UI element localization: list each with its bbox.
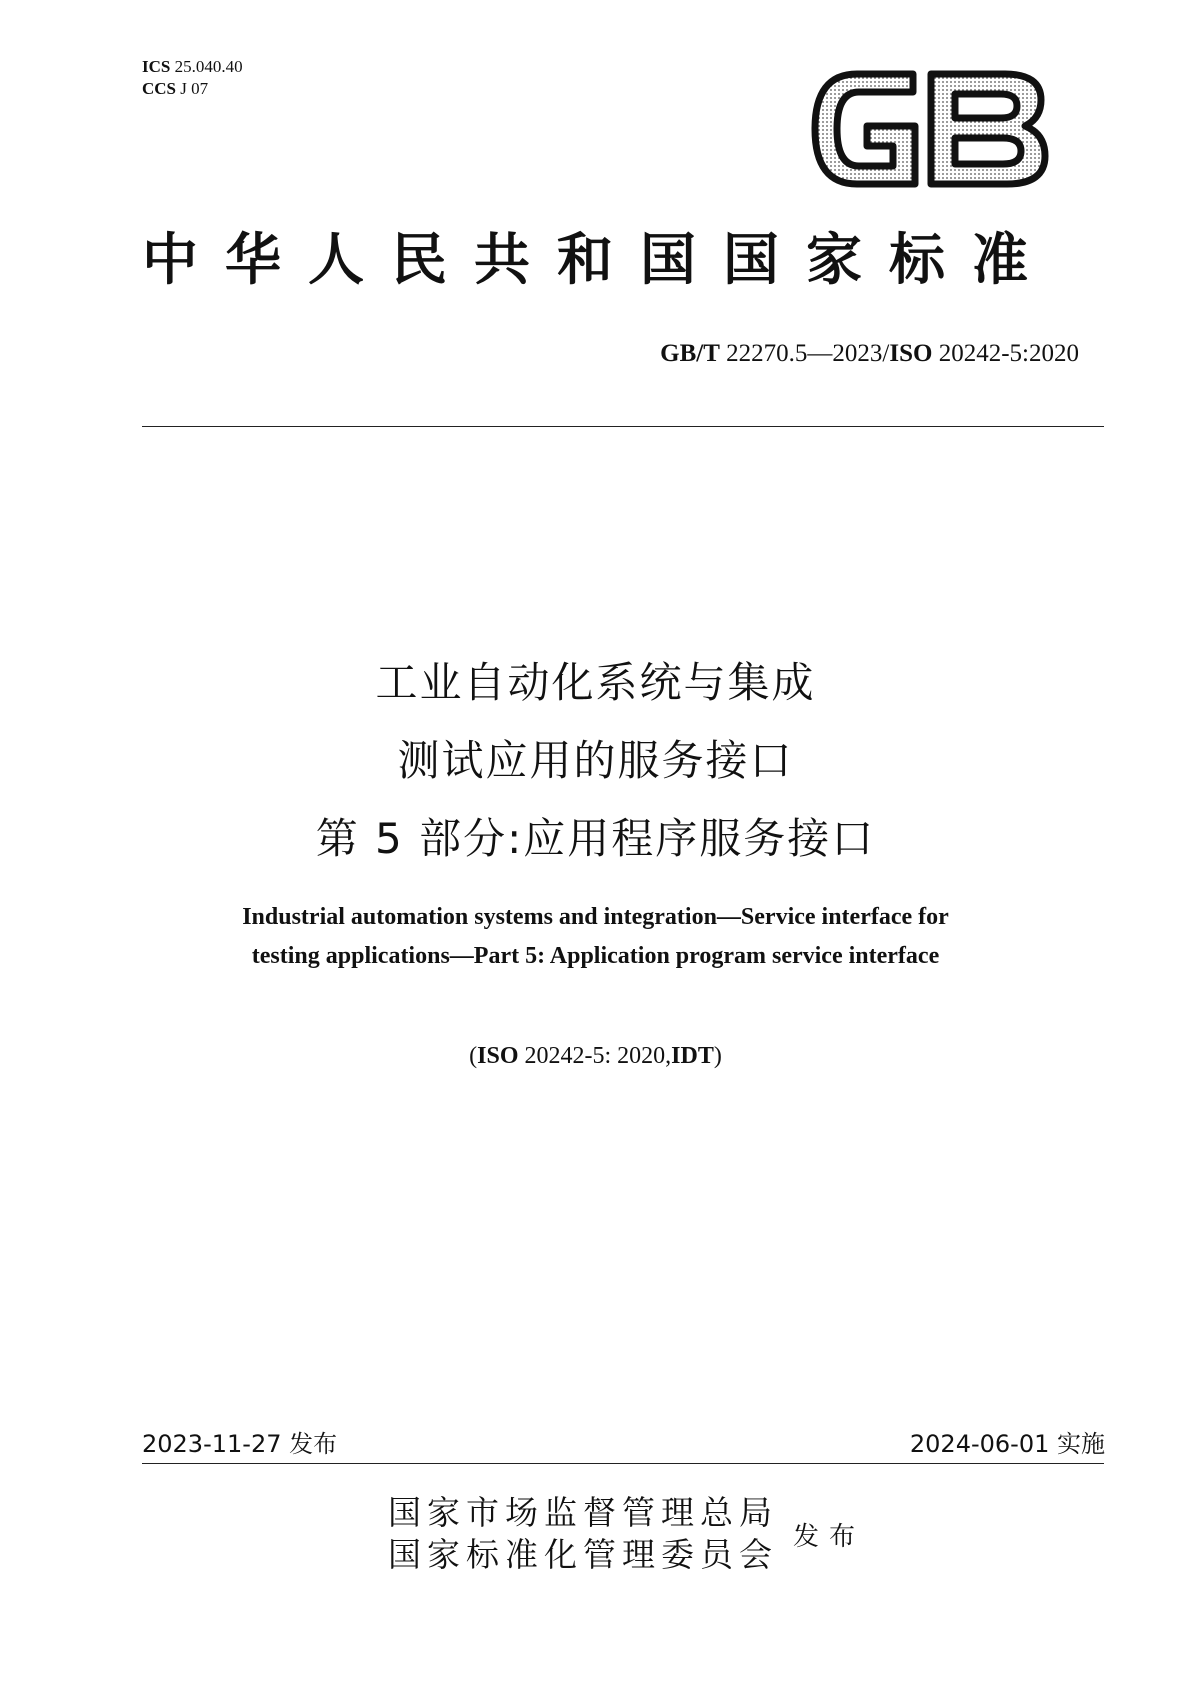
iso-number-value: 20242-5:2020 (938, 340, 1079, 367)
en-title-line-2: testing applications—Part 5: Application program service interface (251, 943, 940, 969)
release-date: 2023-11-27 发布 (142, 1430, 338, 1458)
iso-eq-value: 20242-5: 2020, (524, 1043, 672, 1069)
english-title (0, 898, 1191, 976)
iso-prefix: ISO (889, 340, 933, 367)
iso-eq-close: ) (713, 1043, 722, 1069)
ics-label: ICS (142, 57, 171, 76)
gb-logo (805, 68, 1053, 190)
publisher-line-2: 国家标准化管理委员会 (388, 1535, 778, 1574)
cn-title-line-2: 测试应用的服务接口 (397, 736, 794, 785)
publish-action: 发布 (793, 1522, 866, 1552)
footer-divider (142, 1463, 1104, 1464)
header-divider (142, 426, 1104, 427)
publisher-block (388, 1492, 778, 1576)
en-title-line-1: Industrial automation systems and integration—Service interface for (242, 904, 949, 930)
publisher-line-1: 国家市场监督管理总局 (388, 1493, 778, 1532)
ccs-value: J 07 (180, 79, 209, 98)
standard-number-value: 22270.5—2023/ (726, 340, 890, 367)
ics-value: 25.040.40 (174, 57, 243, 76)
cn-title-line-1: 工业自动化系统与集成 (375, 658, 816, 707)
iso-equivalence (0, 1043, 1191, 1070)
standard-prefix: GB/T (660, 340, 720, 367)
standard-number (660, 340, 1079, 368)
implementation-date: 2024-06-01 实施 (909, 1430, 1105, 1458)
iso-eq-prefix: ISO (477, 1043, 519, 1069)
cn-title-line-3: 第 5 部分:应用程序服务接口 (315, 814, 876, 863)
ccs-code (142, 78, 243, 100)
chinese-title (0, 644, 1191, 878)
iso-eq-degree: IDT (671, 1043, 714, 1069)
classification-codes (142, 56, 243, 100)
ics-code (142, 56, 243, 78)
national-standard-title: 中华人民共和国国家标准 (142, 227, 1055, 293)
iso-eq-open: ( (469, 1043, 478, 1069)
ccs-label: CCS (142, 79, 177, 98)
